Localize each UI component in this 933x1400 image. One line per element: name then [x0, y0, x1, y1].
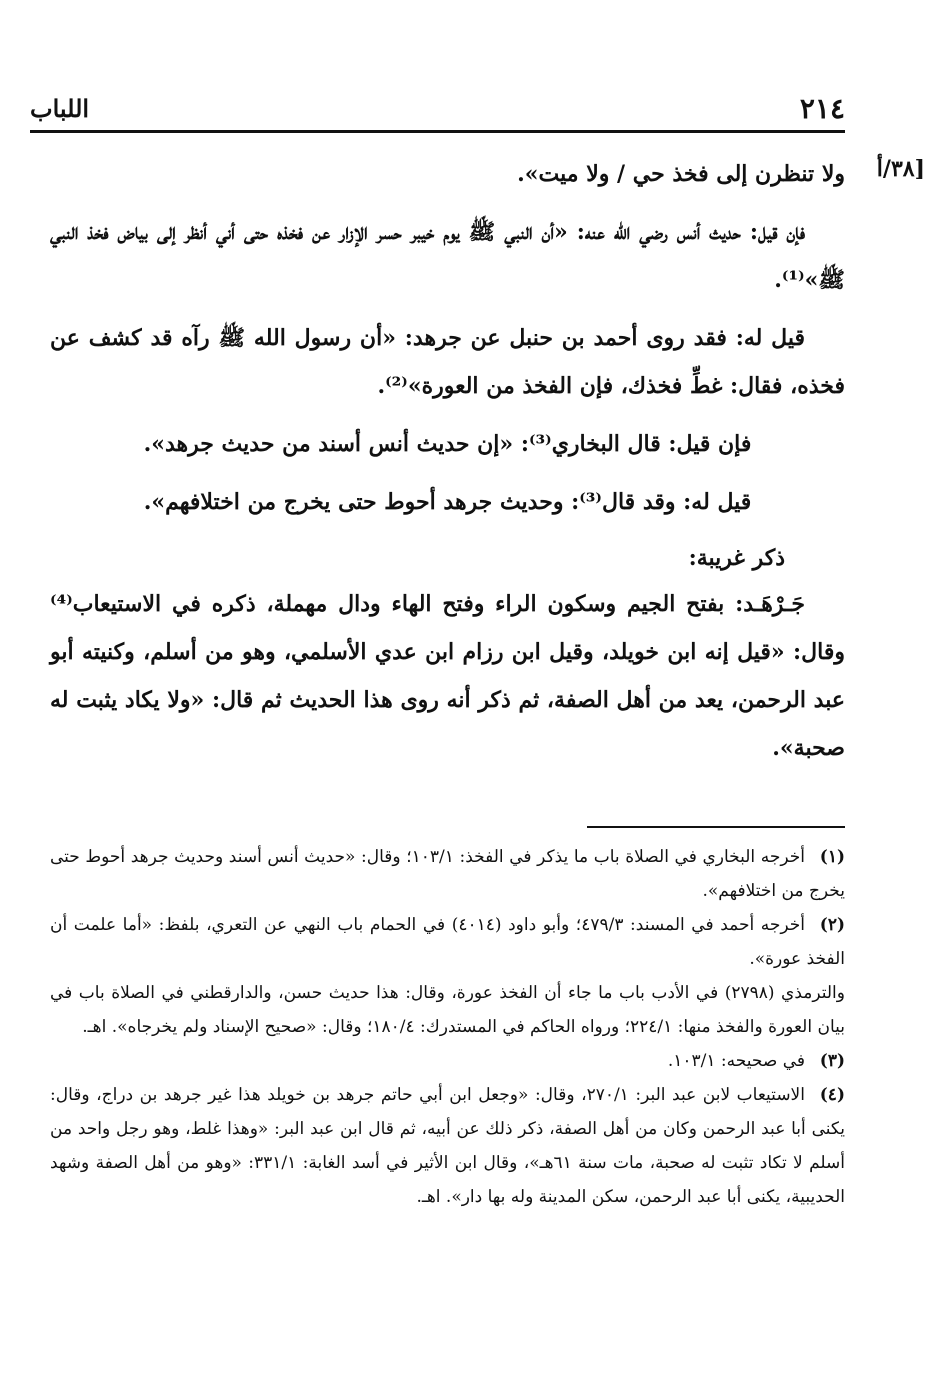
- running-title: اللباب: [30, 94, 90, 123]
- footnotes: [50, 840, 845, 1214]
- main-text: [50, 150, 845, 782]
- footnote-1: [50, 840, 845, 908]
- paragraph-6: جَـرْهَـد: بفتح الجيم وسكون الراء وفتح الهاء ودال مهملة، ذكره في الاستيعاب⁽⁴⁾ وقال: «قيل إنه ابن خويلد، وقيل ابن رزام ابن عدي الأسلمي، وهو من أسلم، وكنيته أبو عبد الرحمن، يعد من أهل الصفة، ثم ذكر أنه روى هذا الحديث ثم قال: «ولا يكاد يثبت له صحبة».: [50, 591, 845, 761]
- footnote-number: (١): [819, 847, 845, 867]
- paragraph-1: ولا تنظرن إلى فخذ حي / ولا ميت».: [517, 161, 845, 187]
- paragraph-4: فإن قيل: قال البخاري⁽³⁾: «إن حديث أنس أسند من حديث جرهد».: [143, 431, 752, 457]
- footnote-number: (٤): [819, 1085, 845, 1105]
- footnote-2: [50, 908, 845, 1044]
- manuscript-folio-ref: ٣٨/أ]: [876, 156, 925, 182]
- footnote-number: (٢): [819, 915, 845, 935]
- footnote-continuation: والترمذي (٢٧٩٨) في الأدب باب ما جاء أن الفخذ عورة، وقال: هذا حديث حسن، والدارقطني في الصلاة باب في بيان العورة والفخذ منها: ٢٢٤/١؛ ورواه الحاكم في المستدرك: ١٨٠/٤؛ وقال: «صحيح الإسناد ولم يخرجاه». اهـ.: [50, 983, 845, 1037]
- page-number: ٢١٤: [799, 92, 845, 125]
- footnote-3: [50, 1044, 845, 1078]
- header-rule: [30, 130, 845, 133]
- footnote-4: [50, 1078, 845, 1214]
- page-header: [30, 90, 845, 130]
- paragraph-2: فإن قيل: حديث أنس رضي الله عنه: «أن النبي ﷺ يوم خيبر حسر الإزار عن فخذه حتى أني أنظر إلى بياض فخذ النبي ﷺ»⁽¹⁾.: [50, 219, 845, 293]
- footnote-text: في صحيحه: ١٠٣/١.: [667, 1051, 805, 1071]
- footnote-text: أخرجه أحمد في المسند: ٤٧٩/٣؛ وأبو داود (٤٠١٤) في الحمام باب النهي عن التعري، بلفظ: «أما علمت أن الفخذ عورة».: [50, 915, 845, 969]
- footnote-text: أخرجه البخاري في الصلاة باب ما يذكر في الفخذ: ١٠٣/١؛ وقال: «حديث أنس أسند وحديث جرهد أحوط حتى يخرج من اختلافهم».: [50, 847, 845, 901]
- paragraph-5: قيل له: وقد قال⁽³⁾: وحديث جرهد أحوط حتى يخرج من اختلافهم».: [143, 489, 752, 515]
- section-heading: ذكر غريبة:: [688, 545, 785, 571]
- paragraph-3: قيل له: فقد روى أحمد بن حنبل عن جرهد: «أن رسول الله ﷺ رآه قد كشف عن فخذه، فقال: غطِّ فخذك، فإن الفخذ من العورة»⁽²⁾.: [50, 325, 845, 399]
- footnote-rule: [587, 826, 845, 828]
- footnote-text: الاستيعاب لابن عبد البر: ٢٧٠/١، وقال: «وجعل ابن أبي حاتم جرهد بن خويلد هذا غير جرهد بن دراج، وقال: يكنى أبا عبد الرحمن وكان من أهل الصفة، ذكر ذلك عن أبيه، ثم قال ابن عبد البر: «وهذا غلط، وهو رجل واحد من أسلم لا تكاد تثبت له صحبة، مات سنة ٦١هـ»، وقال ابن الأثير في أسد الغابة: ٣٣١/١: «وهو من أهل الصفة وشهد الحديبية، يكنى أبا عبد الرحمن، سكن المدينة وله بها دار». اهـ.: [50, 1085, 845, 1207]
- footnote-number: (٣): [819, 1051, 845, 1071]
